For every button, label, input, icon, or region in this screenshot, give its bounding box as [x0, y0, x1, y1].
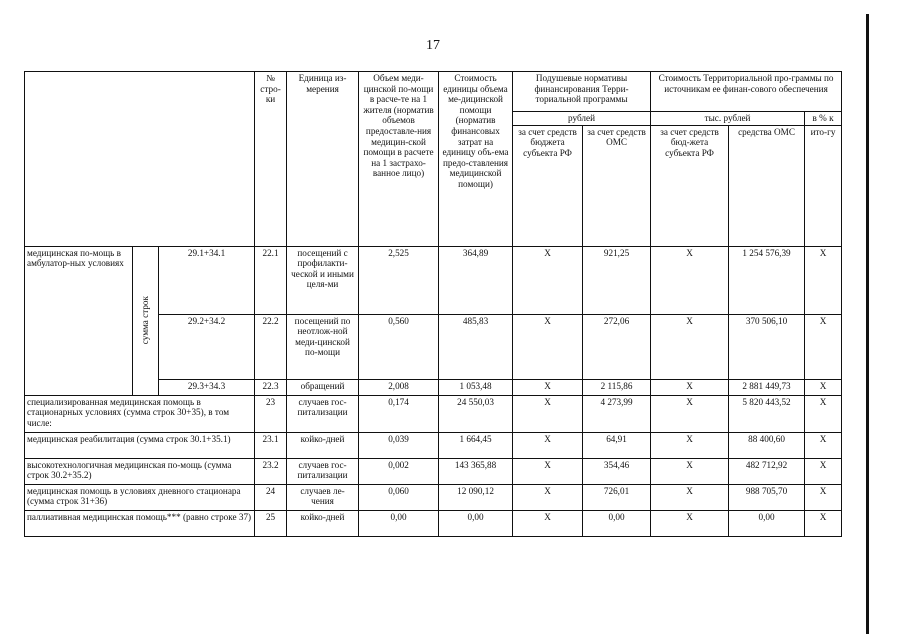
header-territorial-budget: за счет средств бюд-жета субъекта РФ: [651, 125, 729, 246]
row-number: 23.2: [255, 458, 287, 484]
row-pc-budget: X: [513, 314, 583, 379]
row-pc-oms: 64,91: [583, 432, 651, 458]
row-pct: X: [805, 395, 842, 432]
row-pct: X: [805, 432, 842, 458]
row-cost: 24 550,03: [439, 395, 513, 432]
row-unit: случаев гос-питализации: [287, 458, 359, 484]
row-pc-oms: 0,00: [583, 510, 651, 536]
header-per-capita-unit: рублей: [513, 112, 651, 126]
row-ref: 29.2+34.2: [159, 314, 255, 379]
row-name: специализированная медицинская помощь в стационарных условиях (сумма строк 30+35), в том числе:: [25, 395, 255, 432]
row-t-oms: 5 820 443,52: [729, 395, 805, 432]
row-name: медицинская реабилитация (сумма строк 30.1+35.1): [25, 432, 255, 458]
header-unit: Единица из-мерения: [287, 72, 359, 247]
financing-table: [24, 71, 842, 537]
row-volume: 0,039: [359, 432, 439, 458]
row-volume: 2,525: [359, 246, 439, 314]
group-vertical-label: сумма строк: [140, 296, 151, 345]
header-percent-total: ито-гу: [805, 125, 842, 246]
row-number: 25: [255, 510, 287, 536]
row-unit: посещений с профилакти-ческой и иными целя-ми: [287, 246, 359, 314]
row-cost: 143 365,88: [439, 458, 513, 484]
row-unit: койко-дней: [287, 510, 359, 536]
row-t-budget: X: [651, 395, 729, 432]
header-territorial-unit: тыс. рублей: [651, 112, 805, 126]
row-pc-budget: X: [513, 432, 583, 458]
header-territorial-oms: средства ОМС: [729, 125, 805, 246]
row-volume: 0,560: [359, 314, 439, 379]
table-row: [25, 395, 842, 432]
row-unit: случаев гос-питализации: [287, 395, 359, 432]
row-ref: 29.3+34.3: [159, 379, 255, 395]
group-label: медицинская по-мощь в амбулатор-ных условиях: [25, 246, 133, 395]
row-volume: 0,174: [359, 395, 439, 432]
row-name: паллиативная медицинская помощь*** (равно строке 37): [25, 510, 255, 536]
row-cost: 1 053,48: [439, 379, 513, 395]
row-name: высокотехнологичная медицинская по-мощь (сумма строк 30.2+35.2): [25, 458, 255, 484]
row-number: 22.1: [255, 246, 287, 314]
row-pc-oms: 4 273,99: [583, 395, 651, 432]
page-number: 17: [426, 38, 440, 53]
row-t-oms: 2 881 449,73: [729, 379, 805, 395]
row-t-budget: X: [651, 432, 729, 458]
table-row: [25, 246, 842, 314]
row-pc-budget: X: [513, 395, 583, 432]
header-percent: в % к: [805, 112, 842, 126]
row-number: 23.1: [255, 432, 287, 458]
row-number: 22.2: [255, 314, 287, 379]
row-volume: 2,008: [359, 379, 439, 395]
row-number: 23: [255, 395, 287, 432]
header-per-capita-budget: за счет средств бюджета субъекта РФ: [513, 125, 583, 246]
row-volume: 0,060: [359, 484, 439, 510]
row-unit: койко-дней: [287, 432, 359, 458]
table-row: [25, 432, 842, 458]
header-row-number: № стро-ки: [255, 72, 287, 247]
row-unit: случаев ле-чения: [287, 484, 359, 510]
row-cost: 12 090,12: [439, 484, 513, 510]
row-t-oms: 0,00: [729, 510, 805, 536]
row-t-budget: X: [651, 458, 729, 484]
row-volume: 0,00: [359, 510, 439, 536]
row-cost: 1 664,45: [439, 432, 513, 458]
header-per-capita: Подушевые нормативы финансирования Терри-ториальной программы: [513, 72, 651, 112]
row-pc-oms: 726,01: [583, 484, 651, 510]
row-cost: 364,89: [439, 246, 513, 314]
row-t-budget: X: [651, 246, 729, 314]
header-per-capita-oms: за счет средств ОМС: [583, 125, 651, 246]
header-cost: Стоимость единицы объема ме-дицинской помощи (норматив финансовых затрат на единицу объ-ема предо-ставления медицинской помощи): [439, 72, 513, 247]
row-ref: 29.1+34.1: [159, 246, 255, 314]
row-volume: 0,002: [359, 458, 439, 484]
table-row: [25, 510, 842, 536]
row-t-budget: X: [651, 379, 729, 395]
row-pc-oms: 354,46: [583, 458, 651, 484]
row-pct: X: [805, 379, 842, 395]
row-pc-oms: 272,06: [583, 314, 651, 379]
row-pc-budget: X: [513, 458, 583, 484]
table-row: [25, 484, 842, 510]
row-pc-oms: 921,25: [583, 246, 651, 314]
row-t-oms: 370 506,10: [729, 314, 805, 379]
row-unit: обращений: [287, 379, 359, 395]
header-row-1: [25, 72, 842, 112]
row-pc-budget: X: [513, 379, 583, 395]
row-t-budget: X: [651, 510, 729, 536]
row-cost: 485,83: [439, 314, 513, 379]
row-number: 24: [255, 484, 287, 510]
row-pc-budget: X: [513, 510, 583, 536]
row-unit: посещений по неотлож-ной меди-цинской по-мощи: [287, 314, 359, 379]
header-territorial: Стоимость Территориальной про-граммы по источникам ее финан-сового обеспечения: [651, 72, 842, 112]
header-blank-cell: [25, 72, 255, 247]
row-t-oms: 88 400,60: [729, 432, 805, 458]
row-t-budget: X: [651, 314, 729, 379]
group-vertical-cell: [133, 246, 159, 395]
row-t-budget: X: [651, 484, 729, 510]
row-pc-oms: 2 115,86: [583, 379, 651, 395]
row-pct: X: [805, 314, 842, 379]
row-name: медицинская помощь в условиях дневного стационара (сумма строк 31+36): [25, 484, 255, 510]
row-cost: 0,00: [439, 510, 513, 536]
row-t-oms: 1 254 576,39: [729, 246, 805, 314]
row-number: 22.3: [255, 379, 287, 395]
row-pc-budget: X: [513, 484, 583, 510]
row-pct: X: [805, 246, 842, 314]
header-volume: Объем меди-цинской по-мощи в расче-те на 1 жителя (норматив объемов предоставле-ния медицин-ской помощи в расчете на 1 застрахо-ванное лицо): [359, 72, 439, 247]
row-pct: X: [805, 510, 842, 536]
row-pct: X: [805, 484, 842, 510]
row-t-oms: 482 712,92: [729, 458, 805, 484]
table-row: [25, 458, 842, 484]
row-pct: X: [805, 458, 842, 484]
row-t-oms: 988 705,70: [729, 484, 805, 510]
page-edge-rule: [866, 14, 869, 634]
row-pc-budget: X: [513, 246, 583, 314]
